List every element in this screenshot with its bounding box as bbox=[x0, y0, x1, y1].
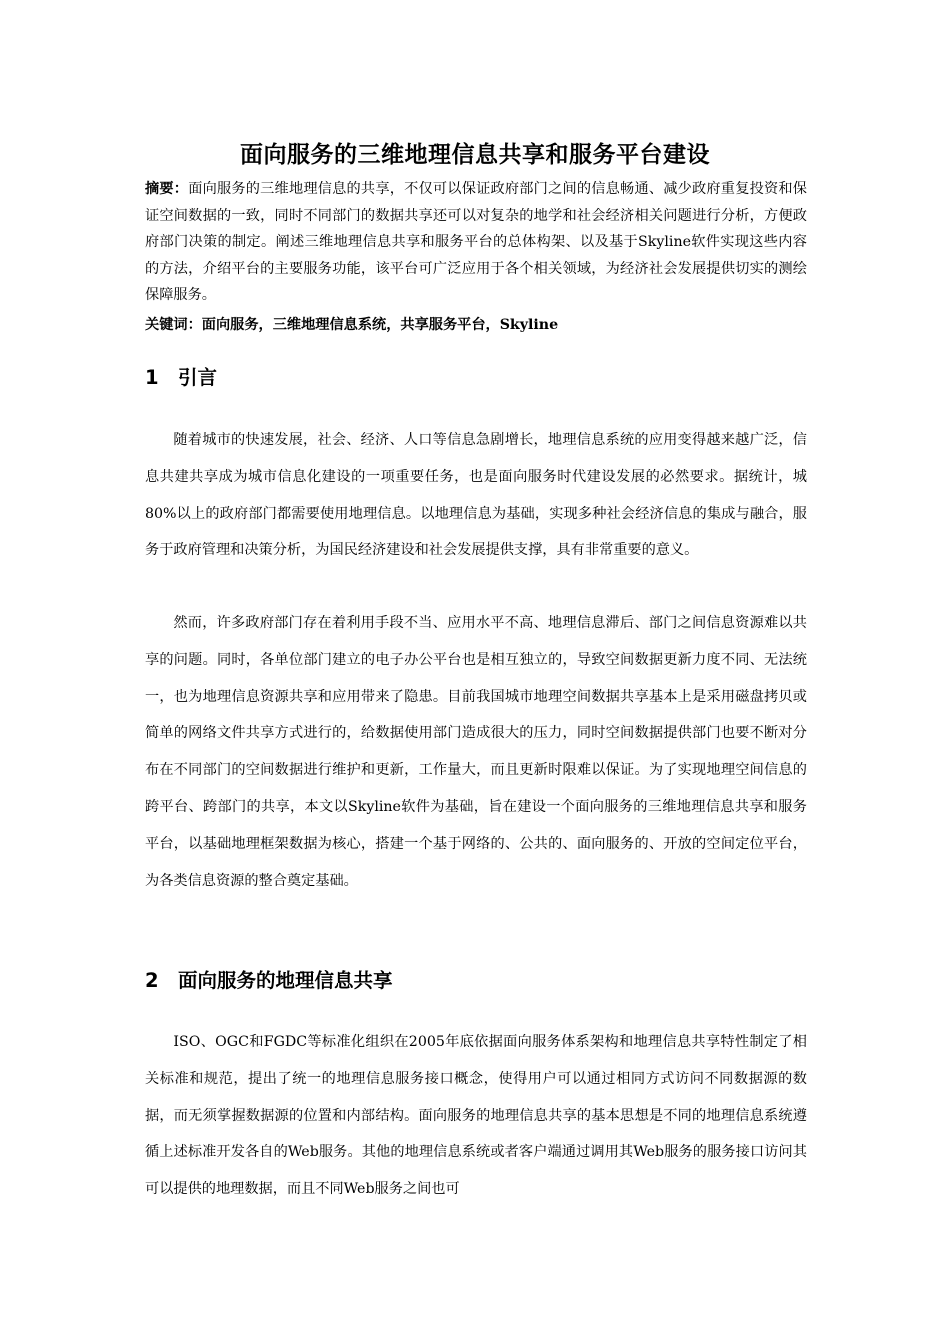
abstract-label: 摘要： bbox=[145, 181, 189, 197]
section-title: 引言 bbox=[178, 366, 218, 389]
section-number: 2 bbox=[145, 969, 159, 992]
section-1-paragraph-2: 然而，许多政府部门存在着利用手段不当、应用水平不高、地理信息滞后、部门之间信息资源难以共享的问题。同时，各单位部门建立的电子办公平台也是相互独立的，导致空间数据更新力度不同、无法统一，也为地理信息资源共享和应用带来了隐患。目前我国城市地理空间数据共享基本上是采用磁盘拷贝或简单的网络文件共享方式进行的，给数据使用部门造成很大的压力，同时空间数据提供部门也要不断对分布在不同部门的空间数据进行维护和更新，工作量大，而且更新时限难以保证。为了实现地理空间信息的跨平台、跨部门的共享，本文以Skyline软件为基础，旨在建设一个面向服务的三维地理信息共享和服务平台，以基础地理框架数据为核心，搭建一个基于网络的、公共的、面向服务的、开放的空间定位平台，为各类信息资源的整合奠定基础。 bbox=[145, 615, 807, 889]
section-1-paragraph-1: 随着城市的快速发展，社会、经济、人口等信息急剧增长，地理信息系统的应用变得越来越广泛，信息共建共享成为城市信息化建设的一项重要任务，也是面向服务时代建设发展的必然要求。据统计，城80%以上的政府部门都需要使用地理信息。以地理信息为基础，实现多种社会经济信息的集成与融合，服务于政府管理和决策分析，为国民经济建设和社会发展提供支撑，具有非常重要的意义。 bbox=[145, 432, 807, 559]
section-heading-1 bbox=[145, 362, 217, 390]
abstract-text: 面向服务的三维地理信息的共享，不仅可以保证政府部门之间的信息畅通、减少政府重复投资和保证空间数据的一致，同时不同部门的数据共享还可以对复杂的地学和社会经济相关问题进行分析，方便政府部门决策的制定。阐述三维地理信息共享和服务平台的总体构架、以及基于Skyline软件实现这些内容的方法，介绍平台的主要服务功能，该平台可广泛应用于各个相关领域，为经济社会发展提供切实的测绘保障服务。 bbox=[145, 181, 807, 303]
section-title: 面向服务的地理信息共享 bbox=[178, 969, 393, 992]
section-heading-2 bbox=[145, 965, 393, 993]
abstract bbox=[145, 176, 807, 309]
keywords: 关键词：面向服务，三维地理信息系统，共享服务平台，Skyline bbox=[145, 317, 559, 333]
section-2-paragraph-1: ISO、OGC和FGDC等标准化组织在2005年底依据面向服务体系架构和地理信息共享特性制定了相关标准和规范，提出了统一的地理信息服务接口概念，使得用户可以通过相同方式访问不同数据源的数据，而无须掌握数据源的位置和内部结构。面向服务的地理信息共享的基本思想是不同的地理信息系统遵循上述标准开发各自的Web服务。其他的地理信息系统或者客户端通过调用其Web服务的服务接口访问其可以提供的地理数据，而且不同Web服务之间也可 bbox=[145, 1034, 807, 1198]
section-number: 1 bbox=[145, 366, 159, 389]
document-title: 面向服务的三维地理信息共享和服务平台建设 bbox=[240, 142, 710, 168]
